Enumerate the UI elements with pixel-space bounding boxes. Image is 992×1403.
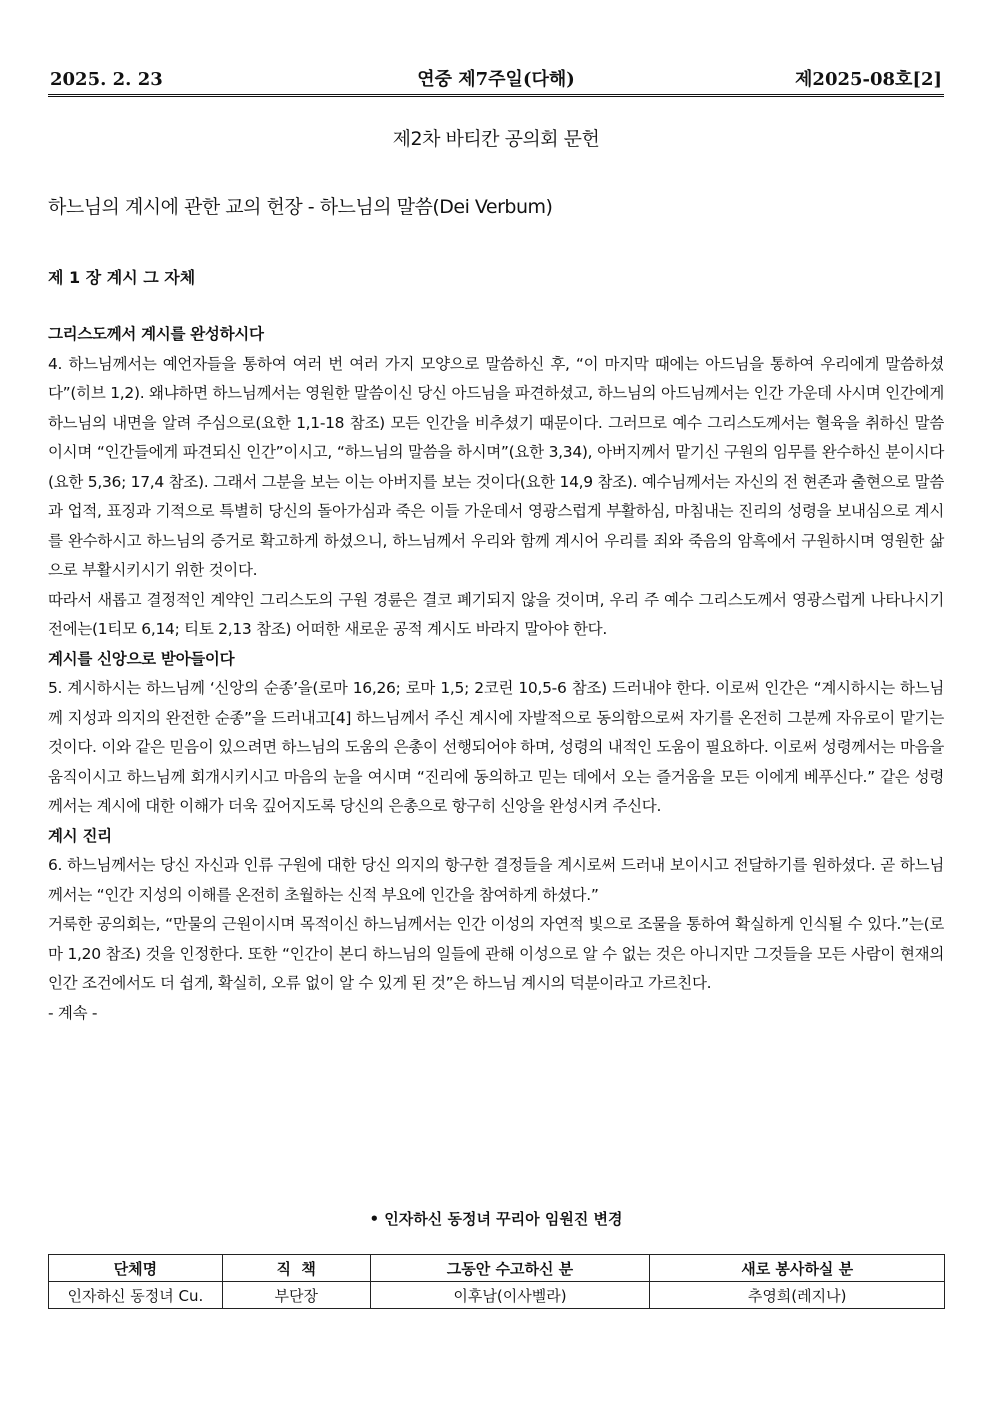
page-header [48, 68, 944, 97]
column-header: 그동안 수고하신 분 [370, 1255, 650, 1282]
section-heading: 계시를 신앙으로 받아들이다 [48, 649, 235, 668]
column-header: 직 책 [222, 1255, 370, 1282]
continued-marker: - 계속 - [48, 1003, 98, 1022]
column-header: 단체명 [49, 1255, 223, 1282]
position-cell: 부단장 [222, 1282, 370, 1309]
paragraph: 5. 계시하시는 하느님께 ‘신앙의 순종’을(로마 16,26; 로마 1,5; 2코린 10,5-6 참조) 드러내야 한다. 이로써 인간은 “계시하시는 하느님께 지성과 의지의 완전한 순종”을 드러내고[4] 하느님께서 주신 계시에 자발적으로 동의함으로써 자기를 온전히 그분께 자유로이 맡기는 것이다. 이와 같은 믿음이 있으려면 하느님의 도움의 은총이 선행되어야 하며, 성령의 내적인 도움이 필요하다. 이로써 성령께서는 마음을 움직이시고 하느님께 회개시키시고 마음의 눈을 여시며 “진리에 동의하고 믿는 데에서 오는 즐거움을 모든 이에게 베푸신다.” 같은 성령께서는 계시에 대한 이해가 더욱 깊어지도록 당신의 은총으로 항구히 신앙을 완성시켜 주신다. [48, 679, 944, 815]
document-title: 제2차 바티칸 공의회 문헌 [392, 128, 600, 150]
paragraph: 따라서 새롭고 결정적인 계약인 그리스도의 구원 경륜은 결코 폐기되지 않을 것이며, 우리 주 예수 그리스도께서 영광스럽게 나타나시기 전에는(1티모 6,14; 티토 2,13 참조) 어떠한 새로운 공적 계시도 바라지 말아야 한다. [48, 590, 944, 638]
officer-change-table [48, 1254, 945, 1309]
outgoing-officer-cell: 이후남(이사벨라) [370, 1282, 650, 1309]
document-body [48, 320, 944, 1028]
incoming-officer-cell: 추영희(레지나) [650, 1282, 945, 1309]
group-name-cell: 인자하신 동정녀 Cu. [49, 1282, 223, 1309]
paragraph: 4. 하느님께서는 예언자들을 통하여 여러 번 여러 가지 모양으로 말씀하신 후, “이 마지막 때에는 아드님을 통하여 우리에게 말씀하셨다”(히브 1,2). 왜냐하면 하느님께서는 영원한 말씀이신 당신 아드님을 파견하셨고, 하느님의 아드님께서는 인간 가운데 사시며 인간에게 하느님의 내면을 알려 주심으로(요한 1,1-18 참조) 모든 인간을 비추셨기 때문이다. 그러므로 예수 그리스도께서는 혈육을 취하신 말씀이시며 “인간들에게 파견되신 인간”이시고, “하느님의 말씀을 하시며”(요한 3,34), 아버지께서 맡기신 구원의 임무를 완수하신 분이시다(요한 5,36; 17,4 참조). 그래서 그분을 보는 이는 아버지를 보는 것이다(요한 14,9 참조). 예수님께서는 자신의 전 현존과 출현으로 말씀과 업적, 표징과 기적으로 특별히 당신의 돌아가심과 죽은 이들 가운데서 영광스럽게 부활하심, 마침내는 진리의 성령을 보내심으로 계시를 완수하시고 하느님의 증거로 확고하게 하셨으니, 하느님께서 우리와 함께 계시어 우리를 죄와 죽음의 암흑에서 구원하시며 영원한 삶으로 부활시키시기 위한 것이다. [48, 354, 944, 579]
issue-number: 제2025-08호[2] [795, 69, 942, 90]
issue-date: 2025. 2. 23 [50, 69, 163, 90]
column-header: 새로 봉사하실 분 [650, 1255, 945, 1282]
table-header-row [49, 1255, 945, 1282]
chapter-heading: 제 1 장 계시 그 자체 [48, 268, 196, 287]
notice-title: • 인자하신 동정녀 꾸리아 임원진 변경 [369, 1210, 623, 1228]
section-heading: 계시 진리 [48, 826, 112, 845]
paragraph: 6. 하느님께서는 당신 자신과 인류 구원에 대한 당신 의지의 항구한 결정들을 계시로써 드러내 보이시고 전달하기를 원하셨다. 곧 하느님께서는 “인간 지성의 이해를 온전히 초월하는 신적 부요에 인간을 참여하게 하셨다.” [48, 856, 944, 904]
paragraph: 거룩한 공의회는, “만물의 근원이시며 목적이신 하느님께서는 인간 이성의 자연적 빛으로 조물을 통하여 확실하게 인식될 수 있다.”는(로마 1,20 참조) 것을 인정한다. 또한 “인간이 본디 하느님의 일들에 관해 이성으로 알 수 없는 것은 아니지만 그것들을 모든 사람이 현재의 인간 조건에서도 더 쉽게, 확실히, 오류 없이 알 수 있게 된 것”은 하느님 계시의 덕분이라고 가르친다. [48, 915, 944, 992]
section-heading: 그리스도께서 계시를 완성하시다 [48, 325, 264, 343]
table-row [49, 1282, 945, 1309]
liturgical-day: 연중 제7주일(다해) [417, 69, 575, 90]
document-subtitle: 하느님의 계시에 관한 교의 헌장 - 하느님의 말씀(Dei Verbum) [48, 196, 553, 218]
